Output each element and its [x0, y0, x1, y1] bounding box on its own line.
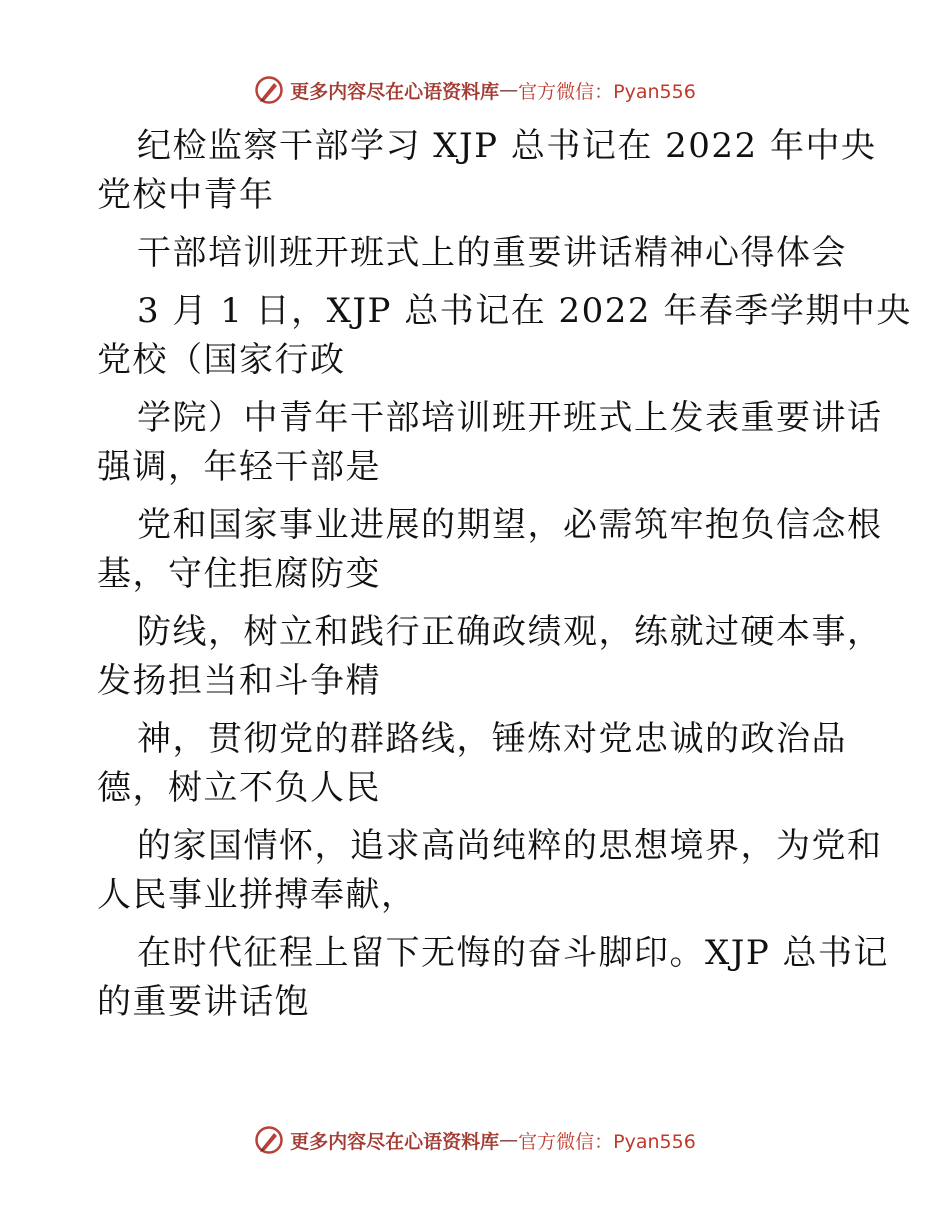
- doc-line: 基，守住拒腐防变: [97, 554, 381, 594]
- doc-line: 党校（国家行政: [97, 340, 346, 380]
- document-body: [97, 122, 912, 1027]
- doc-line: 强调，年轻干部是: [97, 447, 381, 487]
- watermark-main-text: 更多内容尽在心语资料库: [290, 1130, 500, 1153]
- doc-line: 干部培训班开班式上的重要讲话精神心得体会: [137, 233, 847, 273]
- doc-line: 的家国情怀，追求高尚纯粹的思想境界，为党和: [137, 826, 883, 866]
- doc-line: 在时代征程上留下无悔的奋斗脚印。XJP 总书记: [137, 933, 890, 973]
- quill-pen-logo-icon: [254, 1125, 284, 1155]
- watermark-contact-text: 官方微信：Pyan556: [518, 1130, 696, 1153]
- watermark-separator: —: [499, 79, 519, 101]
- doc-line: 纪检监察干部学习 XJP 总书记在 2022 年中央: [137, 126, 877, 166]
- quill-pen-logo-icon: [254, 75, 284, 105]
- doc-line: 神，贯彻党的群路线，锤炼对党忠诚的政治品: [137, 719, 847, 759]
- doc-line: 的重要讲话饱: [97, 982, 310, 1022]
- doc-line: 人民事业拼搏奉献，: [97, 875, 417, 915]
- footer-watermark: [0, 1120, 950, 1160]
- header-watermark: [0, 70, 950, 110]
- doc-line: 党和国家事业进展的期望，必需筑牢抱负信念根: [137, 505, 883, 545]
- doc-line: 党校中青年: [97, 175, 275, 215]
- doc-line: 发扬担当和斗争精: [97, 661, 381, 701]
- doc-line: 3 月 1 日，XJP 总书记在 2022 年春季学期中央: [137, 291, 912, 331]
- doc-line: 学院）中青年干部培训班开班式上发表重要讲话: [137, 398, 883, 438]
- watermark-separator: —: [499, 1129, 519, 1151]
- watermark-contact-text: 官方微信：Pyan556: [518, 80, 696, 103]
- watermark-main-text: 更多内容尽在心语资料库: [290, 80, 500, 103]
- doc-line: 德，树立不负人民: [97, 768, 381, 808]
- doc-line: 防线，树立和践行正确政绩观，练就过硬本事，: [137, 612, 883, 652]
